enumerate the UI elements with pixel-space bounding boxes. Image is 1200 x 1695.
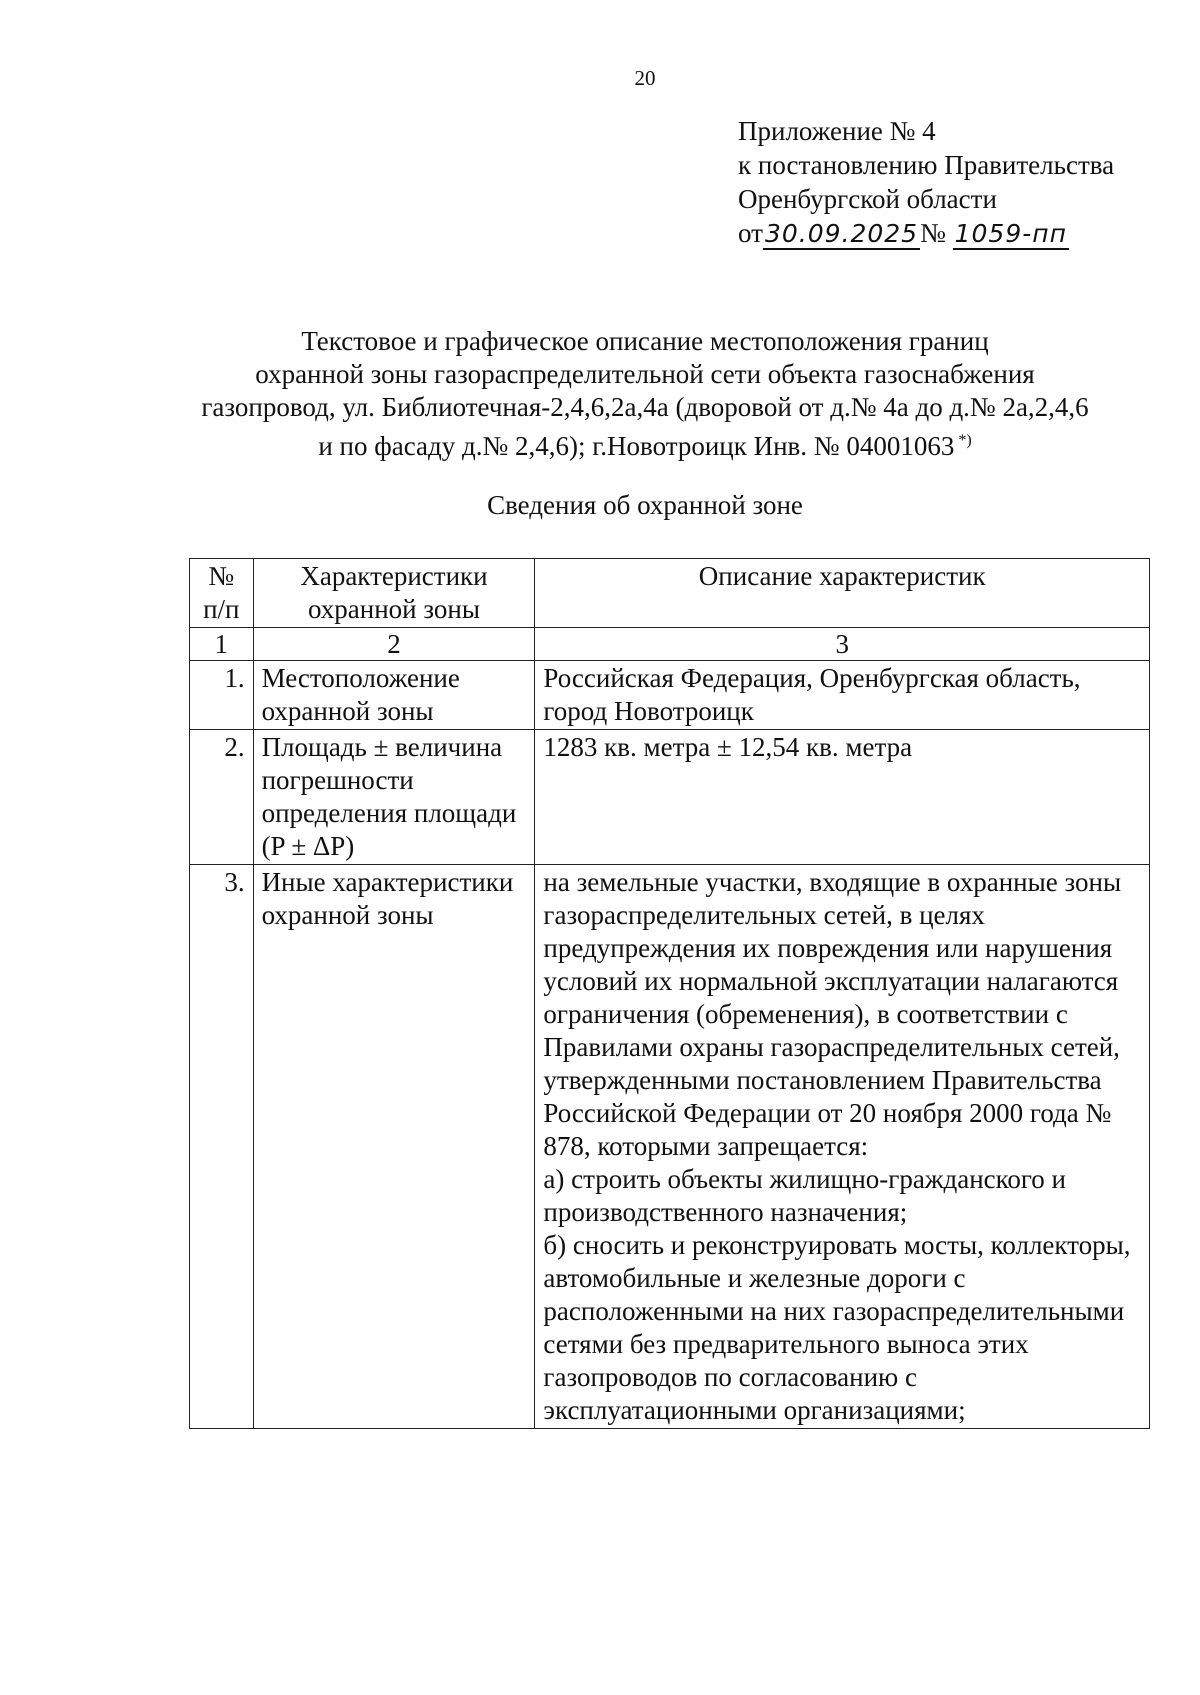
index-cell-1: 1 xyxy=(190,628,254,661)
handwritten-date: 30.09.2025 xyxy=(764,219,919,248)
header-description: Описание характеристик xyxy=(535,559,1150,628)
index-cell-2: 2 xyxy=(253,628,535,661)
row-number: 3. xyxy=(190,865,254,1429)
restriction-item-b: б) сносить и реконструировать мосты, коллекторы, автомобильные и железные дороги с расположенными на них газораспределительными сетями без предварительного выноса этих газопроводов по согласованию с эксплуатационными организациями; xyxy=(543,1230,1131,1425)
appendix-date-line xyxy=(738,216,1114,250)
title-line-4 xyxy=(0,424,1200,463)
date-prefix: от xyxy=(738,218,763,248)
index-cell-3: 3 xyxy=(535,628,1150,661)
footnote-mark: *) xyxy=(958,432,972,449)
table-row xyxy=(190,661,1150,730)
title-line-3: газопровод, ул. Библиотечная-2,4,6,2а,4а (дворовой от д.№ 4а до д.№ 2а,2,4,6 xyxy=(201,392,1089,422)
header-number: № п/п xyxy=(190,559,254,628)
row-description xyxy=(535,865,1150,1429)
title-line-1: Текстовое и графическое описание местоположения границ xyxy=(301,326,989,356)
table-header-row xyxy=(190,559,1150,628)
row-number: 2. xyxy=(190,730,254,865)
restrictions-intro: на земельные участки, входящие в охранные зоны газораспределительных сетей, в целях предупреждения их повреждения или нарушения условий их нормальной эксплуатации налагаются ограничения (обременения), в соответствии с Правилами охраны газораспределительных сетей, утвержденными постановлением Правительства Российской Федерации от 20 ноября 2000 года № 878, которыми запрещается: xyxy=(543,867,1122,1161)
row-characteristic: Иные характеристики охранной зоны xyxy=(253,865,535,1429)
appendix-line-1: Приложение № 4 xyxy=(738,116,936,146)
section-subtitle: Сведения об охранной зоне xyxy=(487,490,803,520)
appendix-line-2: к постановлению Правительства xyxy=(738,150,1115,180)
row-number: 1. xyxy=(190,661,254,730)
row-characteristic: Местоположение охранной зоны xyxy=(253,661,535,730)
table-row xyxy=(190,730,1150,865)
handwritten-number: 1059-пп xyxy=(954,219,1067,248)
table-row xyxy=(190,865,1150,1429)
table-index-row xyxy=(190,628,1150,661)
title-line-2: охранной зоны газораспределительной сети объекта газоснабжения xyxy=(255,359,1035,389)
row-characteristic: Площадь ± величина погрешности определения площади (P ± ΔP) xyxy=(253,730,535,865)
protection-zone-table xyxy=(189,558,1150,1429)
document-title xyxy=(0,325,1200,463)
restriction-item-a: а) строить объекты жилищно-гражданского и производственного назначения; xyxy=(543,1164,1066,1227)
number-prefix: № xyxy=(920,218,946,248)
header-characteristic: Характеристики охранной зоны xyxy=(253,559,535,628)
row-description: Российская Федерация, Оренбургская область, город Новотроицк xyxy=(535,661,1150,730)
appendix-block xyxy=(738,114,1114,250)
title-line-4-text: и по фасаду д.№ 2,4,6); г.Новотроицк Инв. № 04001063 xyxy=(318,431,955,461)
appendix-line-3: Оренбургской области xyxy=(738,184,997,214)
row-description: 1283 кв. метра ± 12,54 кв. метра xyxy=(535,730,1150,865)
page-number: 20 xyxy=(634,66,656,90)
